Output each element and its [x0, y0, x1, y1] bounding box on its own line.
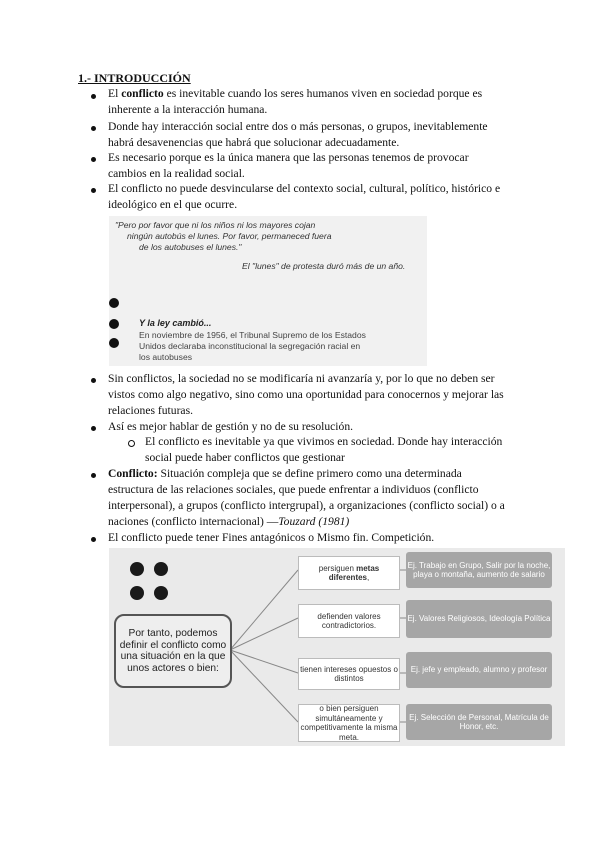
bullet-dot	[91, 426, 96, 431]
mid-box-1: persiguen metas diferentes,	[298, 556, 400, 590]
law-text-line-3: los autobuses	[139, 352, 193, 362]
quote-line-3: de los autobuses el lunes."	[139, 242, 242, 252]
example-box-4: Ej. Selección de Personal, Matrícula de Honor, etc.	[406, 704, 552, 740]
bullet-dot	[91, 378, 96, 383]
bullet-4-line-2: ideológico en el que ocurre.	[108, 198, 238, 211]
bullet-1-line-1: El conflicto es inevitable cuando los seres humanos viven en sociedad porque es	[108, 87, 483, 100]
bullet-3-line-2: cambios en la realidad social.	[108, 167, 245, 180]
black-dot	[109, 298, 119, 308]
bullet-dot	[91, 157, 96, 162]
bullet-dot	[91, 473, 96, 478]
main-definition-box	[114, 614, 232, 688]
definition-line-4: naciones (conflicto internacional) —Touzard (1981)	[108, 515, 350, 528]
bullet-2-line-2: habrá desavenencias que habrá que solucionar adecuadamente.	[108, 136, 400, 149]
mid-box-4: o bien persiguen simultáneamente y competitivamente la misma meta.	[298, 704, 400, 742]
black-dot	[109, 338, 119, 348]
sub-bullet-circle	[128, 440, 135, 447]
bullet-7-line-1: El conflicto puede tener Fines antagónicos o Mismo fin. Competición.	[108, 531, 435, 544]
bullet-dot	[91, 188, 96, 193]
protest-caption: El "lunes" de protesta duró más de un año.	[242, 261, 406, 271]
black-dot	[109, 319, 119, 329]
quote-line-2: ningún autobús el lunes. Por favor, permaneced fuera	[127, 231, 332, 241]
bullet-1-line-2: inherente a la interacción humana.	[108, 103, 268, 116]
citation-author: Touzard (1981)	[278, 515, 350, 528]
bullet-dot	[91, 94, 96, 99]
bullet-3-line-1: Es necesario porque es la única manera que las personas tenemos de provocar	[108, 151, 469, 164]
definition-line-2: estructura de las relaciones sociales, que puede enfrentar a individuos (conflicto	[108, 483, 479, 496]
bullet-2-line-1: Donde hay interacción social entre dos o más personas, o grupos, inevitablemente	[108, 120, 488, 133]
quote-line-1: "Pero por favor que ni los niños ni los mayores cojan	[115, 220, 316, 230]
law-text-line-1: En noviembre de 1956, el Tribunal Supremo de los Estados	[139, 330, 366, 340]
law-text-line-2: Unidos declaraba inconstitucional la segregación racial en	[139, 341, 361, 351]
mid-box-3: tienen intereses opuestos o distintos	[298, 658, 400, 690]
example-box-3: Ej. jefe y empleado, alumno y profesor	[406, 652, 552, 688]
definition-line-1: Conflicto: Situación compleja que se define primero como una determinada	[108, 467, 462, 480]
bullet-dot	[91, 537, 96, 542]
bullet-dot	[91, 126, 96, 131]
example-box-1: Ej. Trabajo en Grupo, Salir por la noche, playa o montaña, aumento de salario	[406, 552, 552, 588]
definition-line-3: interpersonal), a grupos (conflicto intergrupal), a organizaciones (conflicto social) o a	[108, 499, 505, 512]
law-title: Y la ley cambió...	[139, 318, 212, 328]
mid-box-2: defienden valores contradictorios.	[298, 604, 400, 638]
montgomery-image	[109, 216, 427, 366]
bullet-4-line-1: El conflicto no puede desvincularse del contexto social, cultural, político, histórico e	[108, 182, 501, 195]
definition-label: Conflicto:	[108, 467, 158, 480]
bullet-5-line-2: vistos como algo negativo, sino como una oportunidad para conocernos y mejorar las	[108, 388, 504, 401]
section-heading: 1.- INTRODUCCIÓN	[78, 71, 191, 85]
example-box-2: Ej. Valores Religiosos, Ideología Política	[406, 600, 552, 638]
bullet-5-line-1: Sin conflictos, la sociedad no se modificaría ni avanzaría y, por lo que no deben ser	[108, 372, 495, 385]
bullet-6-line-1: Así es mejor hablar de gestión y no de su resolución.	[108, 420, 354, 433]
sub-bullet-line-2: social puede haber conflictos que gestionar	[145, 451, 345, 464]
main-definition-text: Por tanto, podemos definir el conflicto como una situación en la que unos actores o bien:	[119, 628, 227, 674]
bullet-5-line-3: relaciones futuras.	[108, 404, 193, 417]
sub-bullet-line-1: El conflicto es inevitable ya que vivimos en sociedad. Donde hay interacción	[145, 435, 503, 448]
